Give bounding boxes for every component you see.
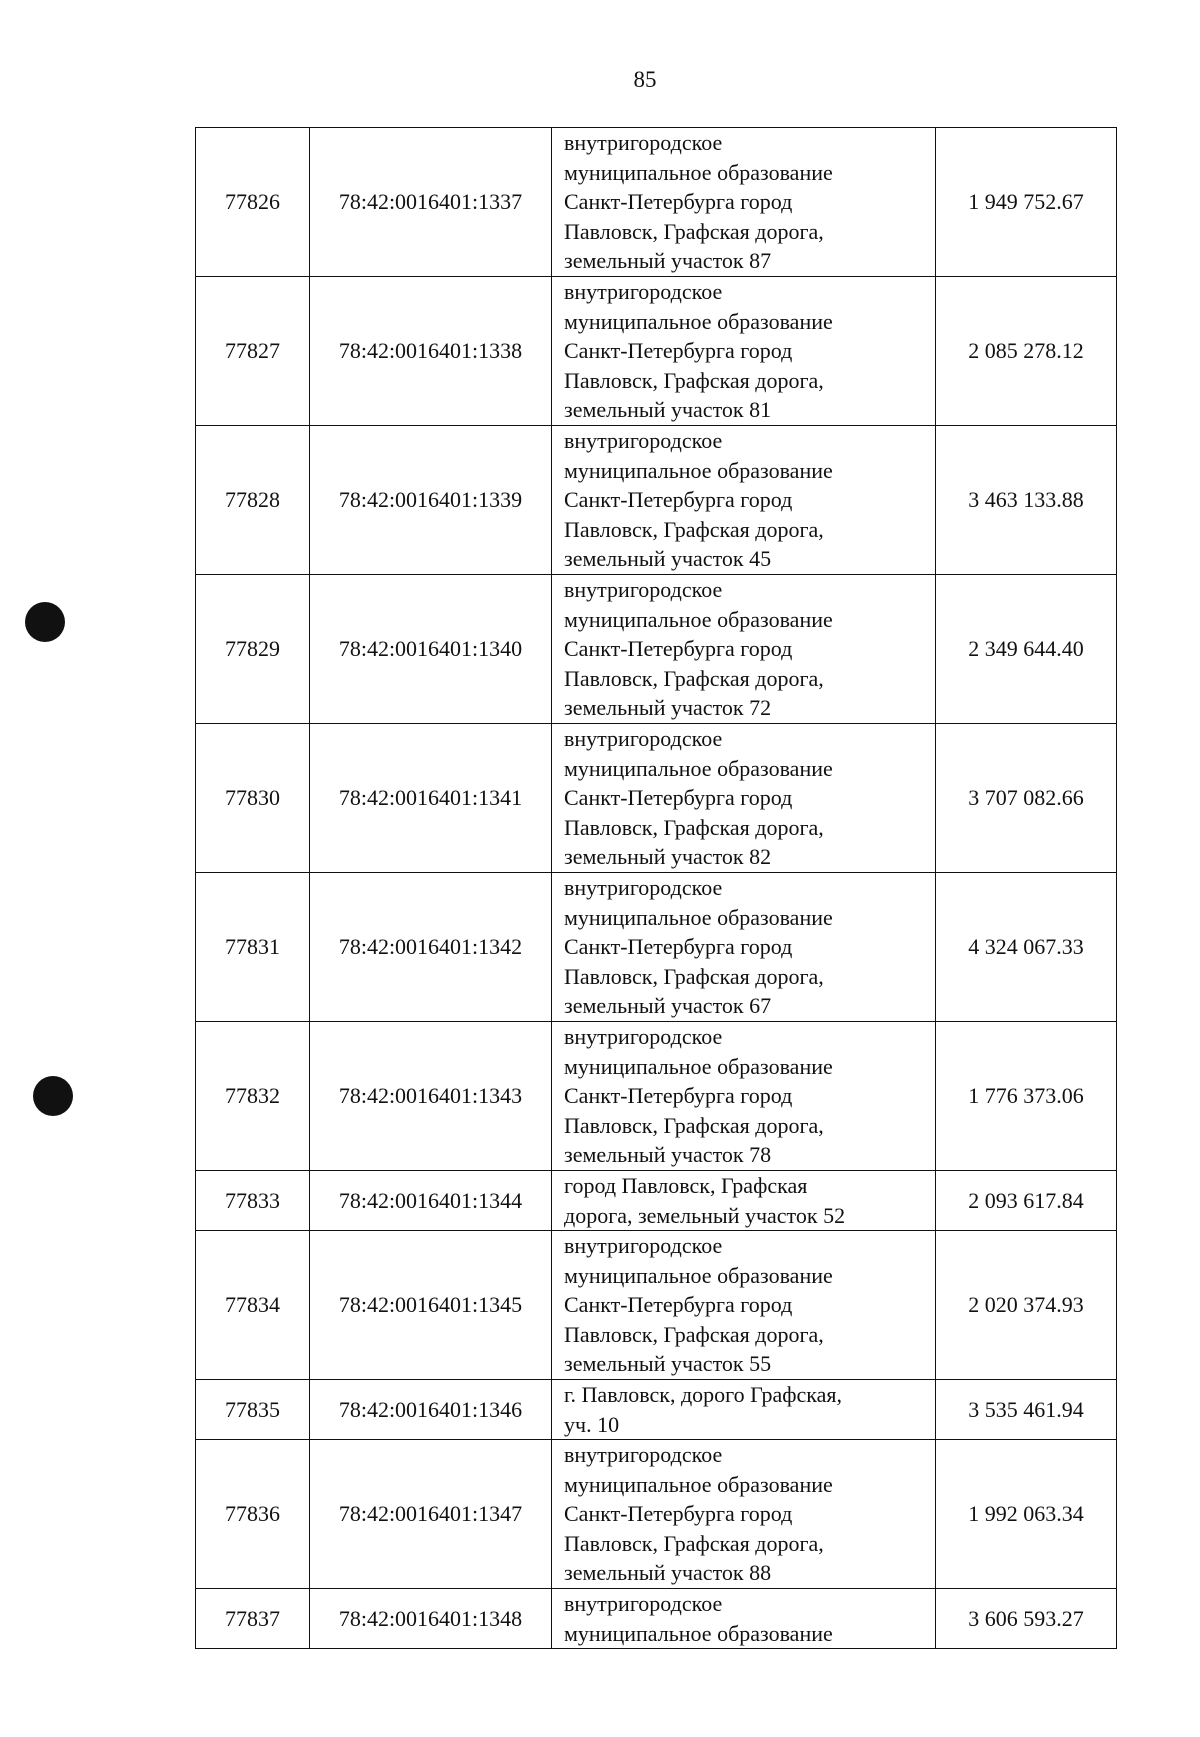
cadastral-number: 78:42:0016401:1337 bbox=[310, 128, 552, 277]
cadastral-value: 2 020 374.93 bbox=[936, 1231, 1117, 1380]
cadastral-number: 78:42:0016401:1340 bbox=[310, 575, 552, 724]
record-number: 77826 bbox=[196, 128, 310, 277]
plot-address: внутригородское муниципальное образование Санкт-Петербурга город Павловск, Графская дорога, земельный участок 87 bbox=[552, 128, 936, 277]
cadastral-value: 3 707 082.66 bbox=[936, 724, 1117, 873]
cadastral-value: 3 535 461.94 bbox=[936, 1380, 1117, 1440]
record-number: 77836 bbox=[196, 1440, 310, 1589]
table-row bbox=[196, 1440, 1117, 1589]
cadastral-number: 78:42:0016401:1341 bbox=[310, 724, 552, 873]
cadastral-number: 78:42:0016401:1343 bbox=[310, 1022, 552, 1171]
table-row bbox=[196, 1589, 1117, 1649]
cadastral-number: 78:42:0016401:1348 bbox=[310, 1589, 552, 1649]
plot-address: внутригородское муниципальное образование Санкт-Петербурга город Павловск, Графская дорога, земельный участок 55 bbox=[552, 1231, 936, 1380]
cadastral-value: 1 992 063.34 bbox=[936, 1440, 1117, 1589]
plot-address: внутригородское муниципальное образование Санкт-Петербурга город Павловск, Графская дорога, земельный участок 45 bbox=[552, 426, 936, 575]
cadastral-value: 2 349 644.40 bbox=[936, 575, 1117, 724]
cadastral-number: 78:42:0016401:1342 bbox=[310, 873, 552, 1022]
table-row bbox=[196, 1022, 1117, 1171]
record-number: 77831 bbox=[196, 873, 310, 1022]
plot-address: город Павловск, Графская дорога, земельный участок 52 bbox=[552, 1171, 936, 1231]
cadastral-number: 78:42:0016401:1346 bbox=[310, 1380, 552, 1440]
record-number: 77834 bbox=[196, 1231, 310, 1380]
cadastral-number: 78:42:0016401:1344 bbox=[310, 1171, 552, 1231]
record-number: 77832 bbox=[196, 1022, 310, 1171]
page-number: 85 bbox=[633, 67, 657, 92]
cadastral-value: 3 606 593.27 bbox=[936, 1589, 1117, 1649]
cadastral-value: 2 085 278.12 bbox=[936, 277, 1117, 426]
table-row bbox=[196, 426, 1117, 575]
table-row bbox=[196, 1380, 1117, 1440]
table-row bbox=[196, 1171, 1117, 1231]
cadastral-number: 78:42:0016401:1338 bbox=[310, 277, 552, 426]
cadastral-value: 3 463 133.88 bbox=[936, 426, 1117, 575]
table-row bbox=[196, 1231, 1117, 1380]
record-number: 77837 bbox=[196, 1589, 310, 1649]
plot-address: внутригородское муниципальное образование Санкт-Петербурга город Павловск, Графская дорога, земельный участок 72 bbox=[552, 575, 936, 724]
cadastral-number: 78:42:0016401:1345 bbox=[310, 1231, 552, 1380]
table-row bbox=[196, 277, 1117, 426]
land-plot-table bbox=[195, 127, 1117, 1649]
record-number: 77833 bbox=[196, 1171, 310, 1231]
cadastral-number: 78:42:0016401:1339 bbox=[310, 426, 552, 575]
record-number: 77830 bbox=[196, 724, 310, 873]
record-number: 77829 bbox=[196, 575, 310, 724]
record-number: 77827 bbox=[196, 277, 310, 426]
punch-hole-mark bbox=[25, 602, 65, 642]
record-number: 77828 bbox=[196, 426, 310, 575]
table-row bbox=[196, 873, 1117, 1022]
plot-address: внутригородское муниципальное образование Санкт-Петербурга город Павловск, Графская дорога, земельный участок 67 bbox=[552, 873, 936, 1022]
cadastral-number: 78:42:0016401:1347 bbox=[310, 1440, 552, 1589]
table-row bbox=[196, 724, 1117, 873]
table-row bbox=[196, 128, 1117, 277]
plot-address: внутригородское муниципальное образование Санкт-Петербурга город Павловск, Графская дорога, земельный участок 78 bbox=[552, 1022, 936, 1171]
cadastral-value: 1 776 373.06 bbox=[936, 1022, 1117, 1171]
cadastral-value: 1 949 752.67 bbox=[936, 128, 1117, 277]
plot-address: г. Павловск, дорого Графская, уч. 10 bbox=[552, 1380, 936, 1440]
plot-address: внутригородское муниципальное образование Санкт-Петербурга город Павловск, Графская дорога, земельный участок 88 bbox=[552, 1440, 936, 1589]
cadastral-value: 4 324 067.33 bbox=[936, 873, 1117, 1022]
plot-address: внутригородское муниципальное образование Санкт-Петербурга город Павловск, Графская дорога, земельный участок 82 bbox=[552, 724, 936, 873]
punch-hole-mark bbox=[33, 1076, 73, 1116]
record-number: 77835 bbox=[196, 1380, 310, 1440]
plot-address: внутригородское муниципальное образование Санкт-Петербурга город Павловск, Графская дорога, земельный участок 81 bbox=[552, 277, 936, 426]
cadastral-value: 2 093 617.84 bbox=[936, 1171, 1117, 1231]
table-row bbox=[196, 575, 1117, 724]
plot-address: внутригородское муниципальное образование bbox=[552, 1589, 936, 1649]
